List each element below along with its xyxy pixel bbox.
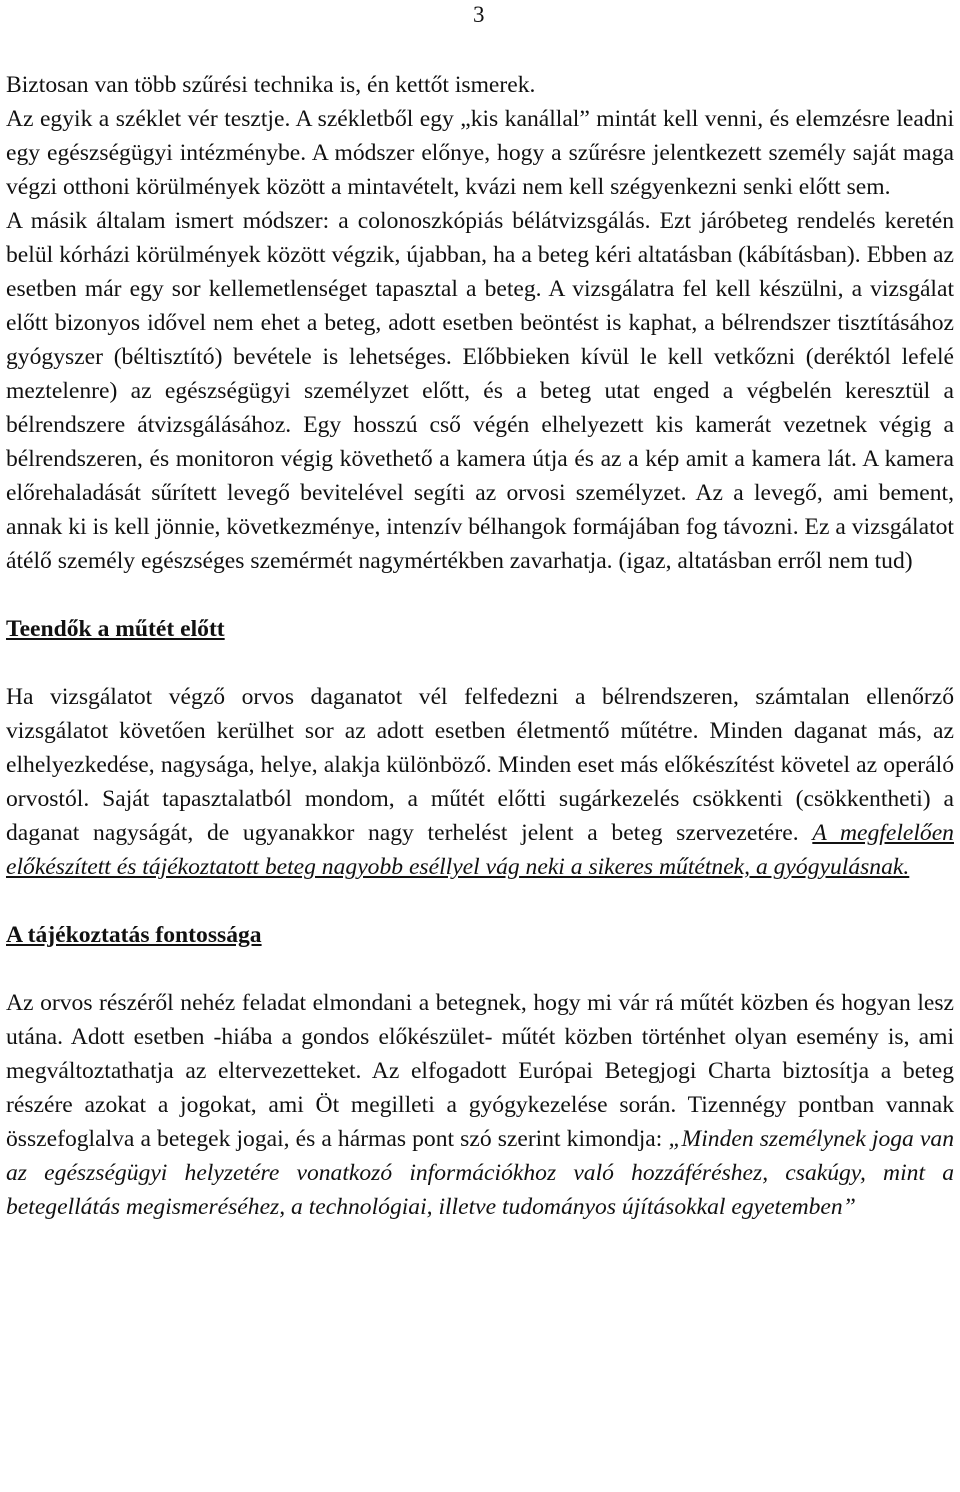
section-heading-information: A tájékoztatás fontossága (6, 922, 262, 948)
information-quote: „Minden személynek joga van az egészségügyi helyzetére vonatkozó információkhoz való hozzáféréshez, csakúgy, mint a betegellátás megismeréséhez, a technológiai, illetve tudományos újításokkal egyetemben” (6, 1126, 954, 1220)
paragraph-intro (6, 68, 954, 204)
paragraph-before-surgery (6, 680, 954, 884)
intro-sentence-2: Az egyik a széklet vér tesztje. A székletből egy „kis kanállal” mintát kell venni, és elemzésre leadni egy egészségügyi intézménybe. A módszer előnye, hogy a szűrésre jelentkezett személy saját maga végzi otthoni körülmények között a mintavételt, kvázi nem kell szégyenkezni senki előtt sem. (6, 106, 954, 200)
before-surgery-emphasis: A megfelelően előkészített és tájékoztatott beteg nagyobb eséllyel vág neki a sikeres műtétnek, a gyógyulásnak. (6, 820, 954, 880)
paragraph-colonoscopy: A másik általam ismert módszer: a colonoszkópiás bélátvizsgálás. Ezt járóbeteg rendelés keretén belül kórházi körülmények között végzik, újabban, ha a beteg kéri altatásban (kábításban). Ebben az esetben már egy sor kellemetlenséget tapasztal a beteg. A vizsgálatra fel kell készülni, a vizsgálat előtt bizonyos idővel nem ehet a beteg, adott esetben beöntést is kaphat, a bélrendszer tisztításához gyógyszer (béltisztító) bevétele is lehetséges. Előbbieken kívül le kell vetkőzni (deréktól lefelé meztelenre) az egészségügyi személyzet előtt, és a beteg utat enged a végbelén keresztül a bélrendszere átvizsgálásához. Egy hosszú cső végén elhelyezett kis kamerát vezetnek végig a bélrendszeren, és monitoron végig követhető a kamera útja és az a kép amit a kamera lát. A kamera előrehaladását sűrített levegő bevitelével segíti az orvosi személyzet. Az a levegő, ami bement, annak ki is kell jönnie, következménye, intenzív bélhangok formájában fog távozni. Ez a vizsgálatot átélő személy egészséges szemérmét nagymértékben zavarhatja. (igaz, altatásban erről nem tud) (6, 208, 954, 574)
before-surgery-text: Ha vizsgálatot végző orvos daganatot vél felfedezni a bélrendszeren, számtalan ellenőrző vizsgálatot követően kerülhet sor az adott esetben életmentő műtétre. Minden daganat más, az elhelyezkedése, nagysága, helye, alakja különböző. Minden eset más előkészítést követel az operáló orvostól. Saját tapasztalatból mondom, a műtét előtti sugárkezelés csökkenti (csökkentheti) a daganat nagyságát, de ugyanakkor nagy terhelést jelent a beteg szervezetére. (6, 684, 954, 846)
paragraph-information (6, 986, 954, 1224)
document-body (6, 68, 954, 1224)
information-text: Az orvos részéről nehéz feladat elmondani a betegnek, hogy mi vár rá műtét közben és hogyan lesz utána. Adott esetben -hiába a gondos előkészület- műtét közben történhet olyan esemény is, ami megváltoztathatja az eltervezetteket. Az elfogadott Európai Betegjogi Charta biztosítja a beteg részére azokat a jogokat, ami Öt megilleti a gyógykezelése során. Tizennégy pontban vannak összefoglalva a betegek jogai, és a hármas pont szó szerint kimondja: (6, 990, 954, 1152)
section-heading-before-surgery: Teendők a műtét előtt (6, 616, 225, 642)
page-number: 3 (473, 2, 485, 27)
intro-sentence-1: Biztosan van több szűrési technika is, én kettőt ismerek. (6, 72, 536, 98)
